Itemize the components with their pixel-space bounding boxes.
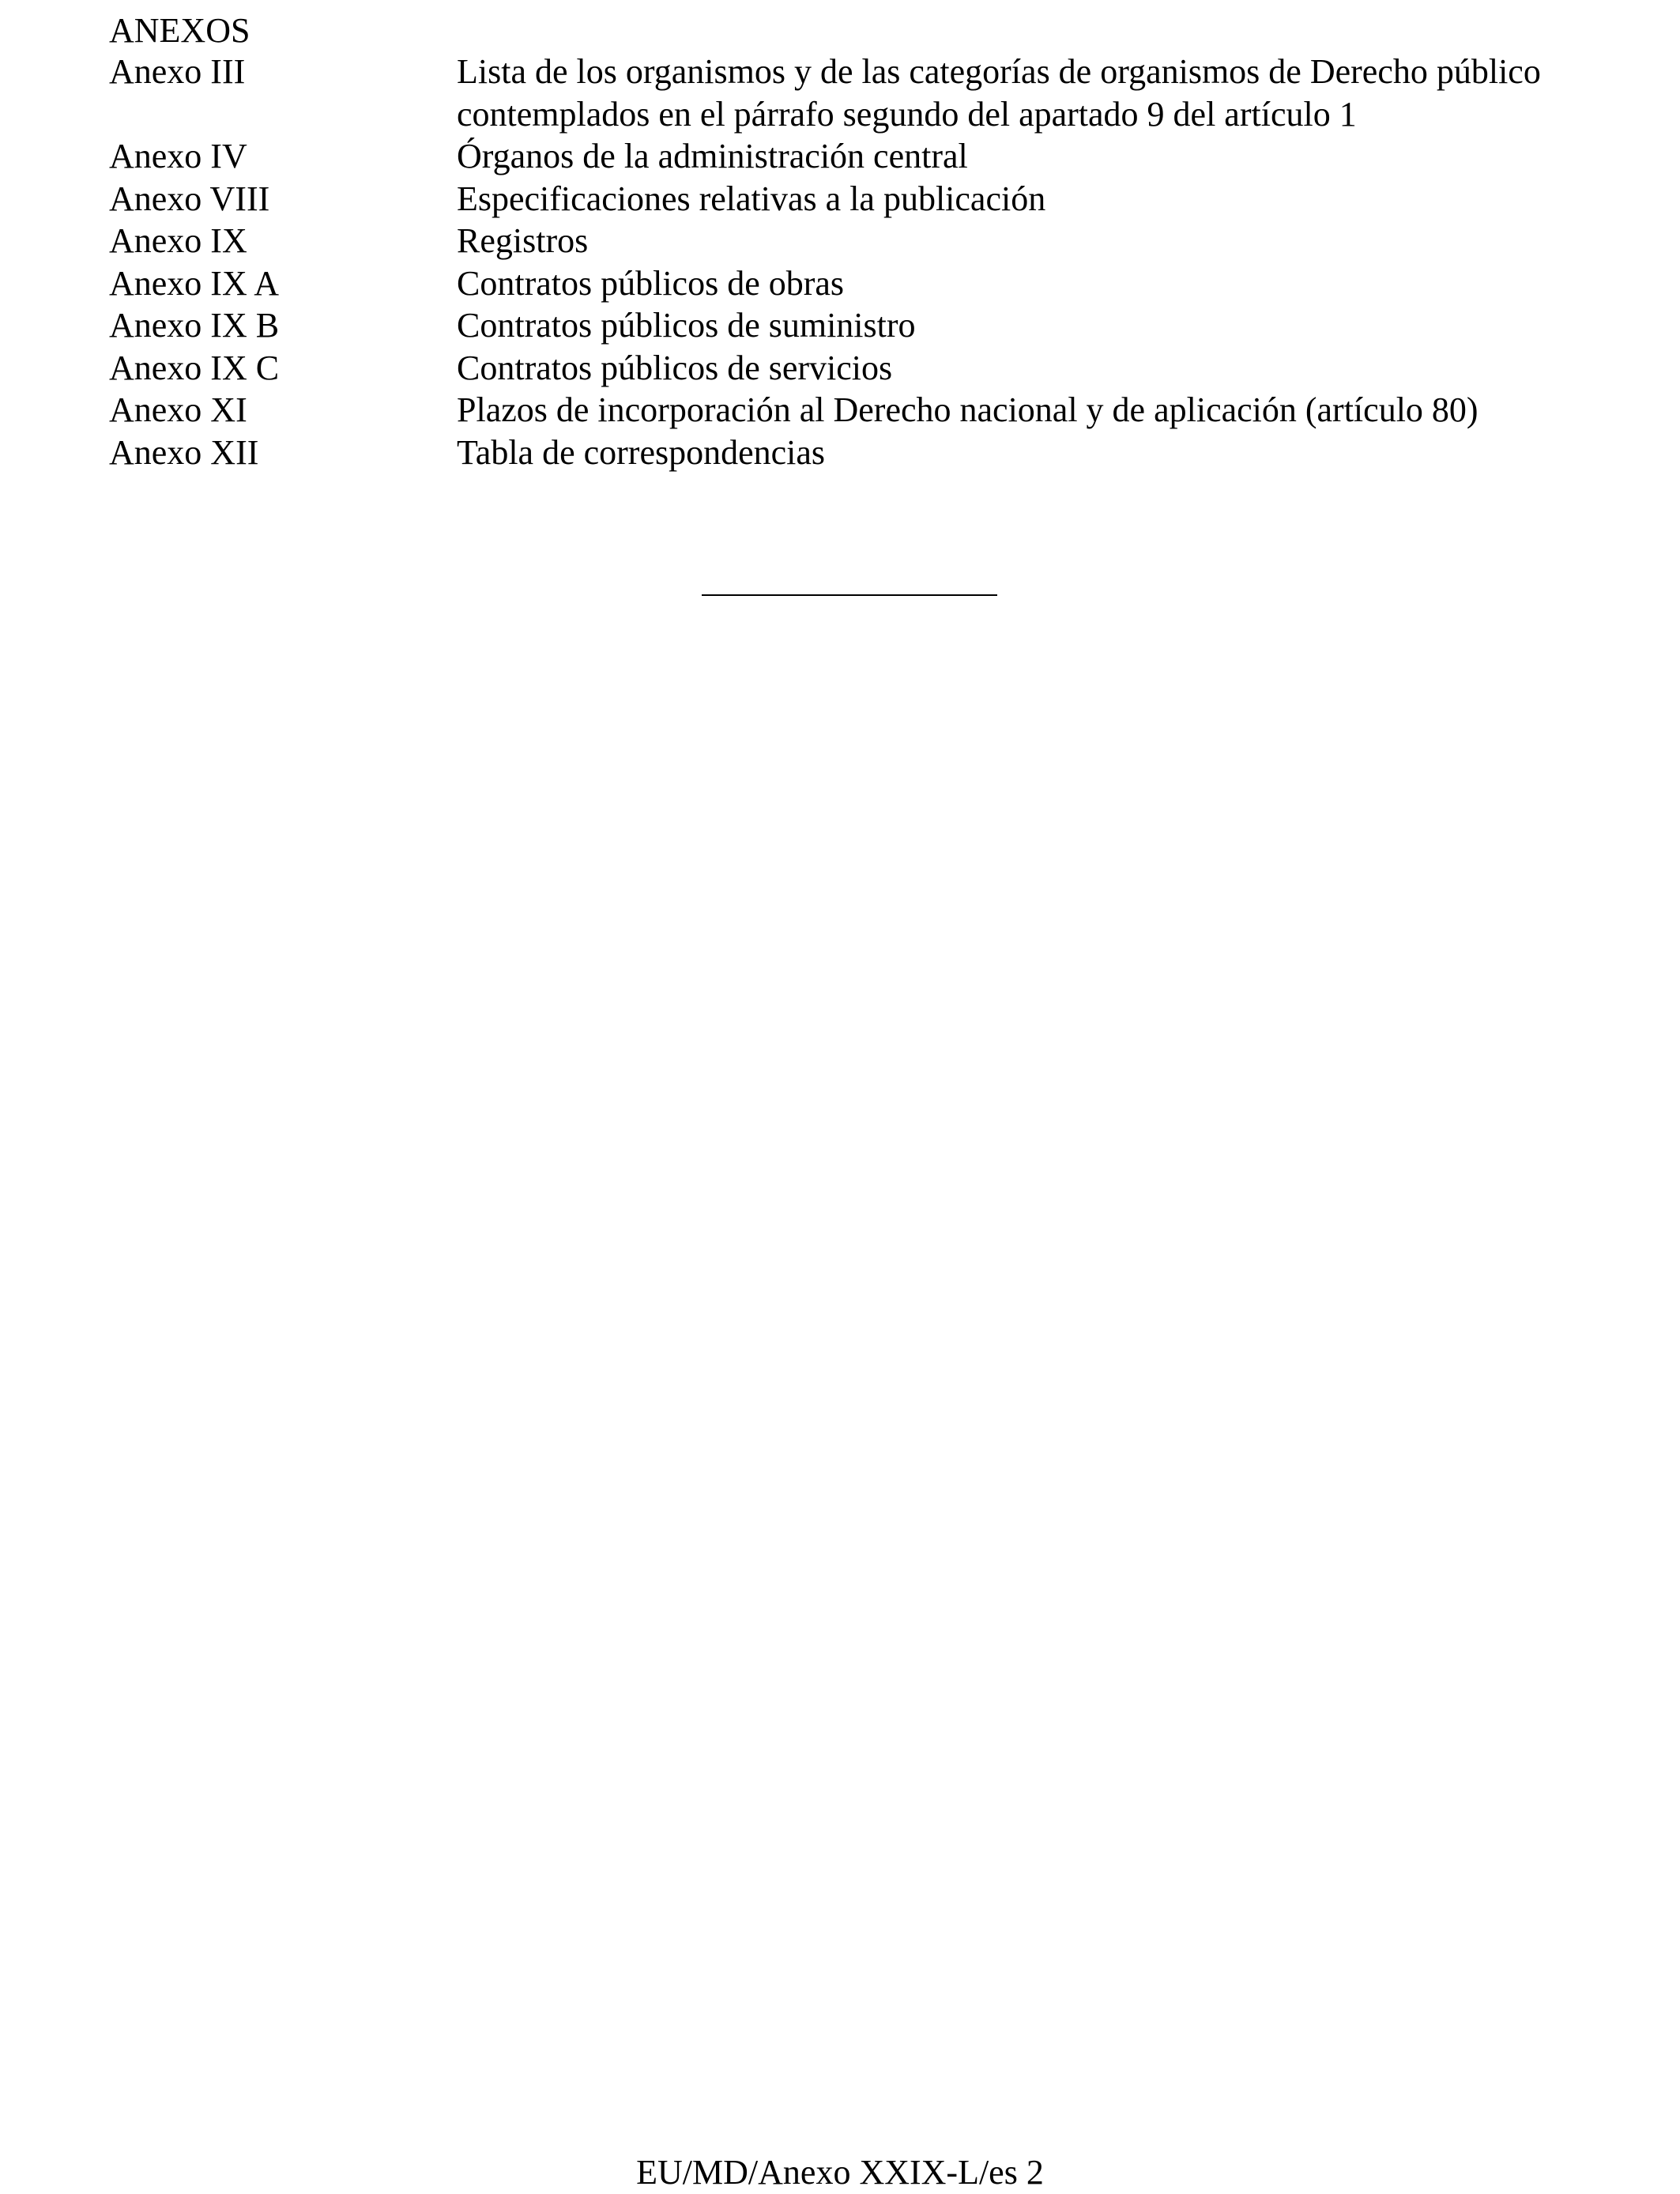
page-footer: EU/MD/Anexo XXIX-L/es 2 bbox=[636, 2153, 1044, 2192]
annex-code: Anexo IX B bbox=[109, 306, 280, 345]
annex-row bbox=[109, 178, 1610, 221]
annex-row bbox=[109, 347, 1610, 390]
annex-list bbox=[109, 51, 1610, 473]
annex-title: Tabla de correspondencias bbox=[457, 432, 826, 472]
annex-code: Anexo XII bbox=[109, 432, 259, 472]
annex-row bbox=[109, 262, 1610, 305]
annex-code: Anexo XI bbox=[109, 390, 247, 429]
annex-row bbox=[109, 389, 1610, 432]
annex-title: Lista de los organismos y de las categorías de organismos de Derecho público contemplados en el párrafo segundo del apartado 9 del artículo 1 bbox=[457, 52, 1541, 134]
annex-row bbox=[109, 432, 1610, 474]
annex-title: Registros bbox=[457, 221, 589, 260]
annex-row bbox=[109, 304, 1610, 347]
annex-title: Contratos públicos de servicios bbox=[457, 348, 893, 387]
annex-row bbox=[109, 220, 1610, 262]
annex-row bbox=[109, 51, 1610, 135]
annex-title: Órganos de la administración central bbox=[457, 137, 968, 175]
annex-code: Anexo IV bbox=[109, 137, 247, 175]
annex-row bbox=[109, 135, 1610, 178]
annex-code: Anexo IX bbox=[109, 221, 247, 260]
annex-title: Plazos de incorporación al Derecho nacional y de aplicación (artículo 80) bbox=[457, 390, 1478, 429]
annex-code: Anexo IX C bbox=[109, 348, 280, 387]
separator-line bbox=[702, 594, 997, 596]
section-heading: ANEXOS bbox=[109, 11, 250, 50]
annex-title: Contratos públicos de suministro bbox=[457, 306, 916, 345]
annex-title: Especificaciones relativas a la publicación bbox=[457, 179, 1046, 218]
annex-code: Anexo IX A bbox=[109, 263, 280, 303]
annex-title: Contratos públicos de obras bbox=[457, 263, 845, 303]
annex-code: Anexo III bbox=[109, 52, 246, 91]
annex-code: Anexo VIII bbox=[109, 179, 270, 218]
